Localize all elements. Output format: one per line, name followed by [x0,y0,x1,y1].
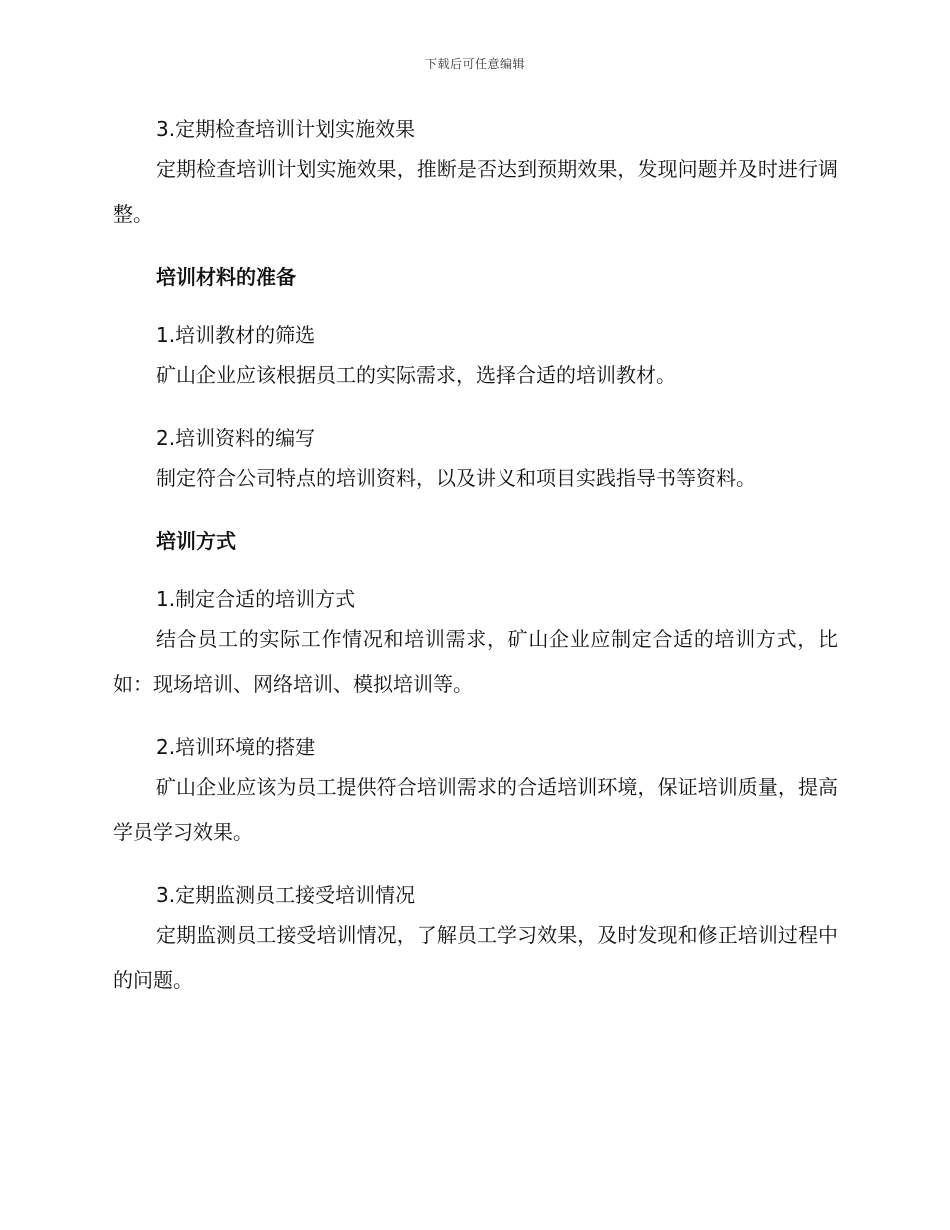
subheading-monitoring: 3.定期监测员工接受培训情况 [156,883,416,907]
subheading-environment: 2.培训环境的搭建 [156,735,316,759]
subheading-textbook-selection: 1.培训教材的筛选 [156,323,316,347]
paragraph-check-effect: 定期检查培训计划实施效果，推断是否达到预期效果，发现问题并及时进行调整。 [113,157,838,226]
paragraph-method-selection: 结合员工的实际工作情况和培训需求，矿山企业应制定合适的培训方式，比如：现场培训、网络培训、模拟培训等。 [113,627,838,696]
section-heading-materials: 培训材料的准备 [156,265,296,289]
page-header-note: 下载后可任意编辑 [424,57,525,71]
document-body [113,112,838,1003]
paragraph-textbook-selection: 矿山企业应该根据员工的实际需求，选择合适的培训教材。 [156,363,676,387]
subheading-check-effect: 3.定期检查培训计划实施效果 [156,117,416,141]
subheading-method-selection: 1.制定合适的培训方式 [156,587,356,611]
paragraph-environment: 矿山企业应该为员工提供符合培训需求的合适培训环境，保证培训质量，提高学员学习效果。 [113,775,838,844]
paragraph-material-writing: 制定符合公司特点的培训资料，以及讲义和项目实践指导书等资料。 [156,466,756,490]
paragraph-monitoring: 定期监测员工接受培训情况，了解员工学习效果，及时发现和修正培训过程中的问题。 [113,923,838,992]
section-heading-methods: 培训方式 [156,529,236,553]
subheading-material-writing: 2.培训资料的编写 [156,426,316,450]
